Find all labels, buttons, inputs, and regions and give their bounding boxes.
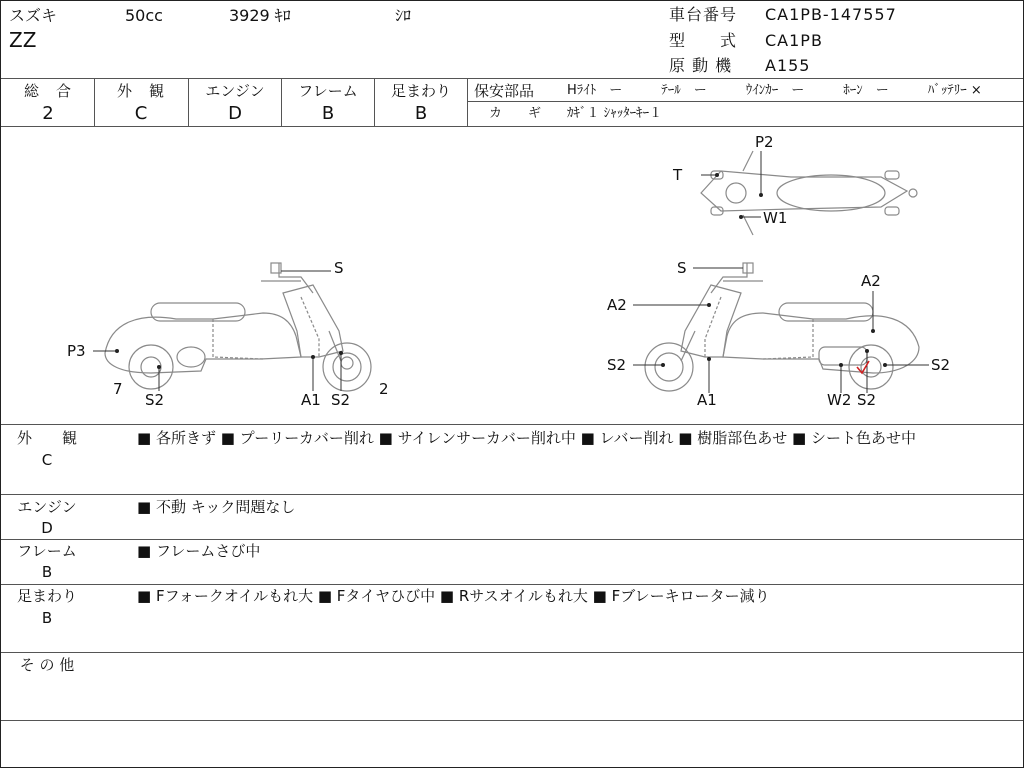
label-s2: S2 [857,391,877,409]
remark-frame-label: フレーム [17,542,77,560]
grade-exterior-label: 外 観 [116,82,165,100]
label-w1: W1 [763,209,788,227]
label-s2: S2 [331,391,351,409]
key-label: カ ギ [489,106,542,121]
remark-engine-text: ■ 不動 キック問題なし [137,498,296,516]
remark-exterior-label: 外 観 [16,429,77,447]
label-s: S [334,259,344,277]
label-s2: S2 [145,391,165,409]
grade-engine-value: D [228,103,242,124]
maker: スズキ [9,6,58,25]
safety-parts-label: 保安部品 [474,82,535,100]
engine-code-label: 原 動 機 [669,56,733,75]
label-a1: A1 [301,391,321,409]
label-7: 7 [113,380,123,398]
remark-engine-grade: D [41,519,53,537]
remark-suspension-label: 足まわり [16,587,77,605]
label-w2: W2 [827,391,852,409]
grade-overall-value: 2 [42,103,54,124]
displacement: 50cc [125,6,163,25]
remark-engine-label: エンジン [17,498,77,516]
grade-frame-label: フレーム [298,82,358,100]
grade-overall-label: 総 合 [23,82,72,100]
remark-exterior-grade: C [41,451,53,469]
color: ｼﾛ [395,6,412,25]
mileage: 3929 ｷﾛ [229,6,291,25]
label-leaders [93,151,929,393]
remark-suspension-text: ■ Fフォークオイルもれ大 ■ Fタイヤひび中 ■ Rサスオイルもれ大 ■ Fブレーキローター減り [137,587,770,605]
type-label: 型 式 [669,31,738,50]
grade-exterior-value: C [134,103,148,124]
label-p2: P2 [755,133,774,151]
label-s: S [677,259,687,277]
label-s2: S2 [931,356,951,374]
key-value: ｶｷﾞ１ ｼｬｯﾀｰｷｰ１ [567,106,663,121]
remark-frame-text: ■ フレームさび中 [137,542,261,560]
label-2: 2 [379,380,389,398]
model-name: ZZ [9,28,37,52]
label-a1: A1 [697,391,717,409]
damage-diagram [1,127,1023,423]
label-p3: P3 [67,342,86,360]
remark-suspension-grade: B [41,609,53,627]
label-t: T [673,166,683,184]
grade-engine-label: エンジン [205,82,265,100]
scooter-left-view [105,263,371,391]
label-a2: A2 [607,296,627,314]
grade-suspension-label: 足まわり [390,82,451,100]
scooter-top-view [701,151,917,235]
label-a2: A2 [861,272,881,290]
frame-number-label: 車台番号 [669,5,738,24]
grade-frame-value: B [321,103,335,124]
label-s2: S2 [607,356,627,374]
remark-exterior-text: ■ 各所きず ■ プーリーカバー削れ ■ サイレンサーカバー削れ中 ■ レバー削れ ■ 樹脂部色あせ ■ シート色あせ中 [137,429,916,447]
remark-other-label: そ の 他 [19,656,75,674]
type-value: CA1PB [765,31,823,50]
safety-parts-items: Hﾗｲﾄ ー ﾃｰﾙ ー ｳｲﾝｶｰ ー ﾎｰﾝ ー ﾊﾞｯﾃﾘｰ × [567,83,982,98]
grade-suspension-value: B [414,103,428,124]
engine-code: A155 [765,56,811,75]
remark-frame-grade: B [41,563,53,581]
frame-number: CA1PB-147557 [765,5,897,24]
